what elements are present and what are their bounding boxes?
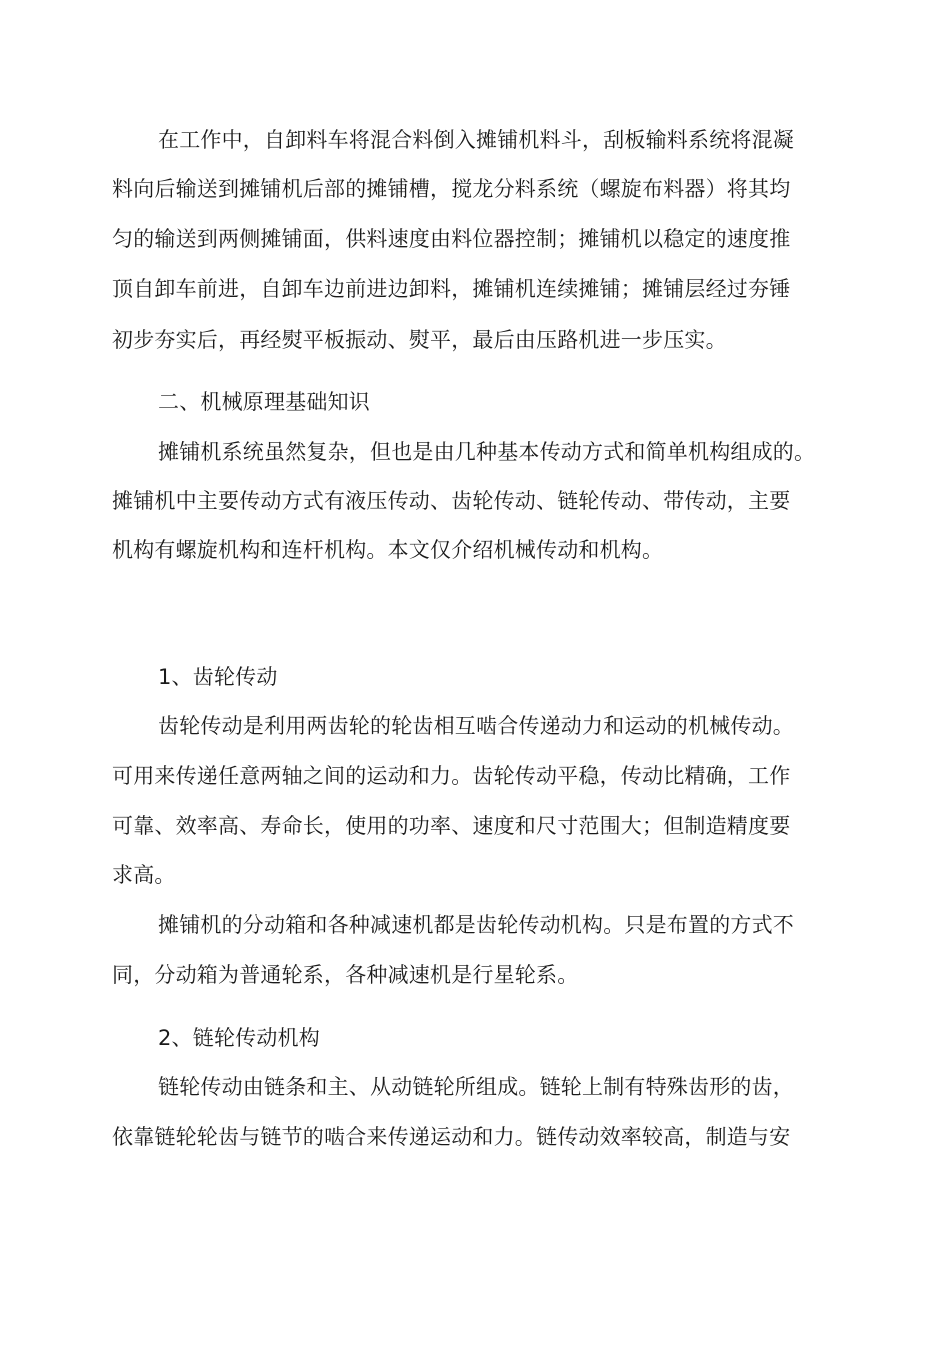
paragraph-line: 同，分动箱为普通轮系，各种减速机是行星轮系。 [112, 963, 579, 987]
paragraph-line: 匀的输送到两侧摊铺面，供料速度由料位器控制；摊铺机以稳定的速度推 [112, 227, 791, 251]
paragraph-line: 依靠链轮轮齿与链节的啮合来传递运动和力。链传动效率较高，制造与安 [112, 1125, 791, 1149]
paragraph-line: 在工作中，自卸料车将混合料倒入摊铺机料斗，刮板输料系统将混凝 [158, 128, 794, 152]
paragraph-line: 可靠、效率高、寿命长，使用的功率、速度和尺寸范围大；但制造精度要 [112, 814, 791, 838]
paragraph-line: 机构有螺旋机构和连杆机构。本文仅介绍机械传动和机构。 [112, 538, 664, 562]
paragraph-line: 摊铺机系统虽然复杂，但也是由几种基本传动方式和简单机构组成的。 [158, 440, 816, 464]
paragraph-line: 可用来传递任意两轴之间的运动和力。齿轮传动平稳，传动比精确，工作 [112, 764, 791, 788]
paragraph-line: 链轮传动由链条和主、从动链轮所组成。链轮上制有特殊齿形的齿， [158, 1075, 794, 1099]
paragraph-line: 求高。 [112, 863, 176, 887]
paragraph-line: 摊铺机中主要传动方式有液压传动、齿轮传动、链轮传动、带传动，主要 [112, 489, 791, 513]
paragraph-line: 齿轮传动是利用两齿轮的轮齿相互啮合传递动力和运动的机械传动。 [158, 714, 794, 738]
paragraph-line: 摊铺机的分动箱和各种减速机都是齿轮传动机构。只是布置的方式不 [158, 913, 794, 937]
section-heading: 二、机械原理基础知识 [158, 390, 370, 414]
paragraph-line: 料向后输送到摊铺机后部的摊铺槽，搅龙分料系统（螺旋布料器）将其均 [112, 177, 791, 201]
subsection-heading: 2、链轮传动机构 [158, 1026, 320, 1050]
subsection-heading: 1、齿轮传动 [158, 665, 278, 689]
paragraph-line: 顶自卸车前进，自卸车边前进边卸料，摊铺机连续摊铺；摊铺层经过夯锤 [112, 277, 791, 301]
paragraph-line: 初步夯实后，再经熨平板振动、熨平，最后由压路机进一步压实。 [112, 328, 727, 352]
